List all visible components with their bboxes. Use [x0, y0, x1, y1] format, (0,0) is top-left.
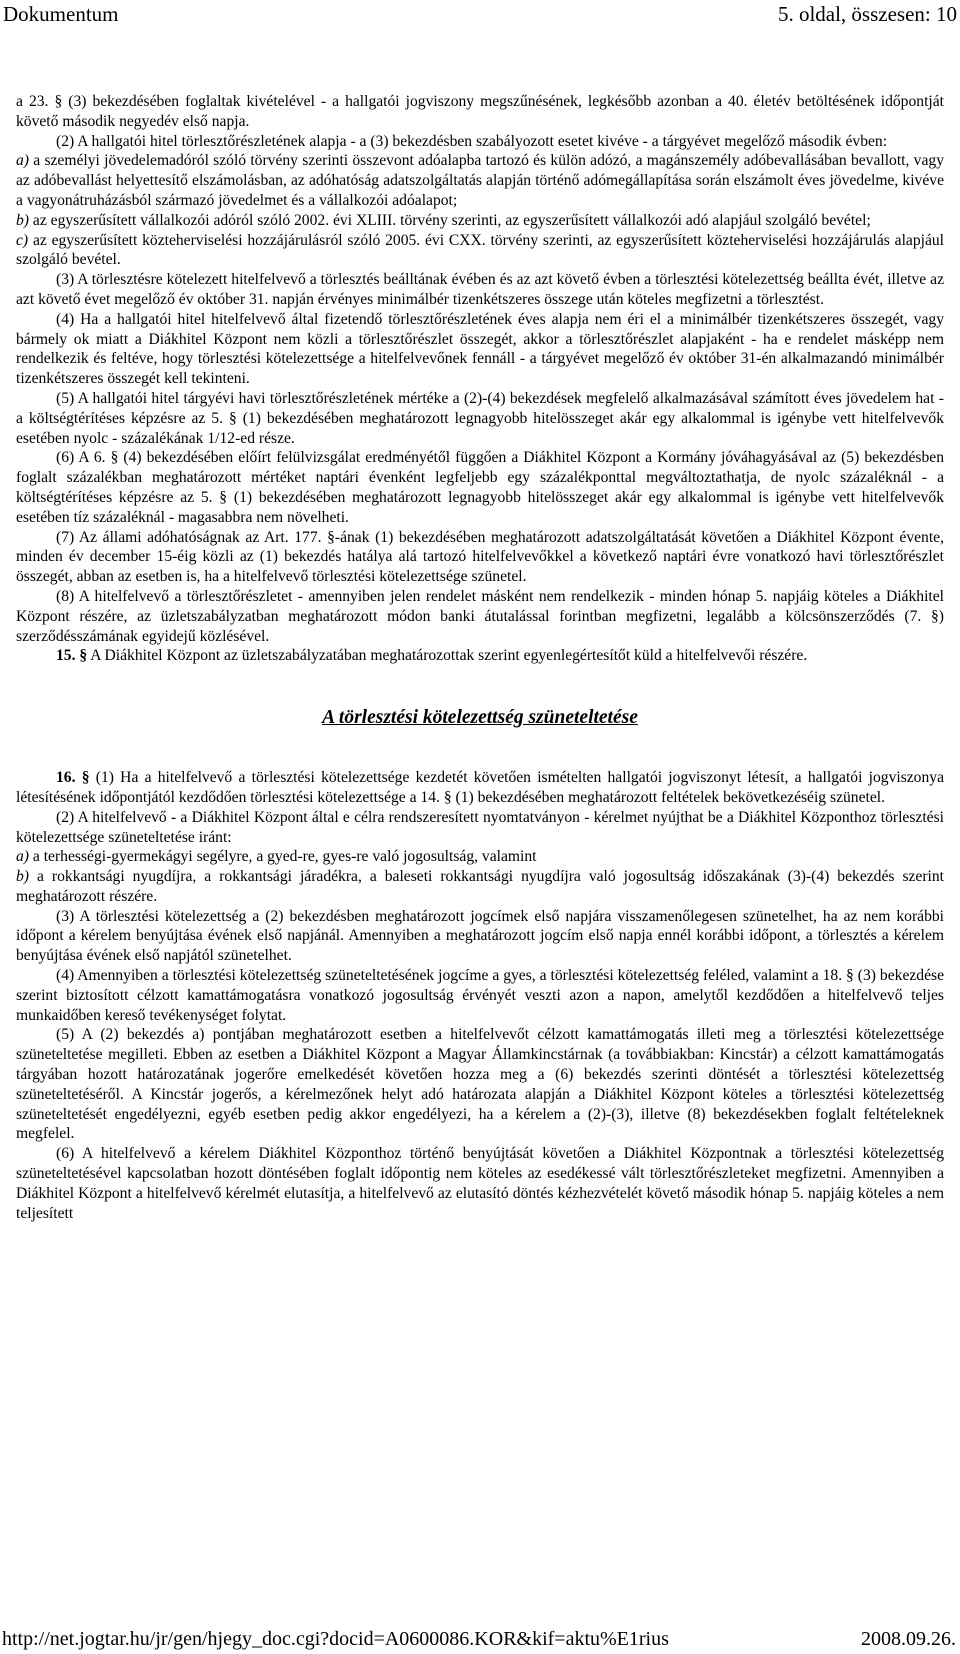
- document-title: Dokumentum: [3, 2, 119, 26]
- paragraph-8: (8) A hitelfelvevő a törlesztőrészletet - amennyiben jelen rendelet másként nem rendelkezik - minden hónap 5. napjáig köteles a Diákhitel Központ részére, az üzletszabályzatban meghatározott módon banki átutalással forintban megfizetni, legalább a kölcsönszerződés (7. §) szerződésszámának egyidejű közlésével.: [16, 587, 944, 645]
- list-item-c: [16, 231, 944, 271]
- print-date: 2008.09.26.: [861, 1628, 956, 1650]
- list-item-text: a terhességi-gyermekágyi segélyre, a gyed-re, gyes-re való jogosultság, valamint: [32, 848, 537, 866]
- paragraph-continuation: a 23. § (3) bekezdésében foglaltak kivételével - a hallgatói jogviszony megszűnésének, legkésőbb azonban a 40. életév betöltésének időpontját követő második negyedév első napja.: [16, 93, 944, 130]
- paragraph-2: (2) A hallgatói hitel törlesztőrészletének alapja - a (3) bekezdésben szabályozott esetet kivéve - a tárgyévet megelőző második évben:: [56, 132, 888, 150]
- paragraph-16-4: (4) Amennyiben a törlesztési kötelezettség szüneteltetésének jogcíme a gyes, a törlesztési kötelezettség feléled, valamint a 18. § (3) bekezdése szerint biztosított célzott kamattámogatásra vonatkozó jogosultság érvényét veszti azon a napon, amelytől kezdődően a hitelfelvevő teljes munkaidőben kereső tevékenységet folytat.: [16, 967, 944, 1024]
- section-text: A Diákhitel Központ az üzletszabályzatában meghatározottak szerint egyenlegértesítőt küld a hitelfelvevői részére.: [90, 647, 808, 665]
- paragraph-5: (5) A hallgatói hitel tárgyévi havi törlesztőrészletének mértéke a (2)-(4) bekezdések megfelelő alkalmazásával számított éves jövedelem hat - a költségtérítéses képzésre az 5. § (1) bekezdésében meghatározott legnagyobb hitelösszeget akár egy alkalommal is igénybe vett hitelfelvevők esetében nyolc - százalékának 1/12-ed része.: [16, 389, 944, 447]
- list-item-b: [16, 211, 944, 231]
- list-item-text: az egyszerűsített vállalkozói adóról szóló 2002. évi XLIII. törvény szerinti, az egyszerűsített vállalkozói adó alapjául szolgáló bevétel;: [32, 211, 871, 229]
- document-body: [16, 92, 944, 1223]
- list-marker: b): [16, 868, 29, 886]
- paragraph-6: (6) A 6. § (4) bekezdésében előírt felülvizsgálat eredményétől függően a Diákhitel Központ a Kormány jóváhagyásával az (5) bekezdésben foglalt százalékban meghatározott mértéket naptári évenként legfeljebb egy százalékponttal megváltoztathatja, de nyolc százaléknál - a költségtérítéses képzésre az 5. § (1) bekezdésében meghatározott legnagyobb hitelösszeget akár egy alkalommal is igénybe vett hitelfelvevők esetében tíz százaléknál - magasabbra nem növelheti.: [16, 449, 944, 526]
- list-item-a: [16, 847, 944, 867]
- list-item-text: a rokkantsági nyugdíjra, a rokkantsági járadékra, a baleseti rokkantsági nyugdíjra való jogosultság időszakának (3)-(4) bekezdés szerint meghatározott részére.: [16, 868, 945, 905]
- section-15: [16, 646, 944, 666]
- list-item-text: a személyi jövedelemadóról szóló törvény szerinti összevont adóalapba tartozó és külön adózó, a magánszemély adóbevallásában bevallott, vagy az adóbevallást helyettesítő elszámolásban, az adóhatóság adatszolgáltatás alapján történő adómegállapítása során elszámolt éves jövedelme, kivéve a vagyonátruházásból származó jövedelmet és a vállalkozói adóalapot;: [16, 152, 944, 209]
- list-item-text: az egyszerűsített közteherviselési hozzájárulásról szóló 2005. évi CXX. törvény szerinti, az egyszerűsített közteherviselési hozzájárulás alapjául szolgáló bevétel.: [16, 231, 945, 269]
- page-header: [0, 0, 960, 34]
- paragraph-16-5: (5) A (2) bekezdés a) pontjában meghatározott esetben a hitelfelvevőt célzott kamattámogatás illeti meg a törlesztési kötelezettsége szüneteltetése megilleti. Ebben az esetben a Diákhitel Központ a Magyar Államkincstárnak (a továbbiakban: Kincstár) a célzott kamattámogatás tárgyában hozott határozatának jogerőre emelkedését követően hozza meg a (6) bekezdés szerinti döntését a törlesztési kötelezettség szüneteltetéséről. A Kincstár jogerős, a kérelmezőnek helyt adó határozata alapján a Diákhitel Központ köteles a törlesztési kötelezettség szüneteltetését engedélyezni, egyéb esetben pedig akkor engedélyezi, ha a kérelem a (2)-(3), illetve (8) bekezdésekben foglalt feltételeknek megfelel.: [16, 1026, 944, 1143]
- page-footer: [0, 1624, 960, 1654]
- section-text: (1) Ha a hitelfelvevő a törlesztési kötelezettsége kezdetét követően ismételten hallgatói jogviszonyt létesít, a hallgatói jogviszonya létesítésének időpontjától kezdődően törlesztési kötelezettsége a 14. § (1) bekezdésében meghatározott feltételek bekövetkezéséig szünetel.: [16, 769, 944, 806]
- section-number: 15. §: [56, 647, 88, 665]
- paragraph-4: (4) Ha a hallgatói hitel hitelfelvevő által fizetendő törlesztőrészletének éves alapja nem éri el a minimálbér tizenkétszeres összegét, vagy bármely ok miatt a Diákhitel Központ nem közli a törlesztőrészlet összegét, akkor a törlesztőrészlet alapjaként - ha e rendelet másképp nem rendelkezik és feltéve, hogy törlesztési kötelezettsége a hitelfelvevőnek fennáll - a tárgyévet megelőző év október 31-én alkalmazandó minimálbér tizenkétszeres összegét kell tekinteni.: [16, 310, 944, 388]
- paragraph-7: (7) Az állami adóhatóságnak az Art. 177. §-ának (1) bekezdésében meghatározott adatszolgáltatását követően a Diákhitel Központ évente, minden év december 15-éig közli az (1) bekezdés hatálya alá tartozó hitelfelvevőkkel a következő naptári évre vonatkozó havi törlesztőrészlet összegét, abban az esetben is, ha a hitelfelvevő törlesztési kötelezettsége szünetel.: [16, 528, 944, 586]
- page-counter: 5. oldal, összesen: 10: [777, 2, 957, 26]
- list-item-b: [16, 867, 944, 907]
- section-number: 16. §: [56, 769, 90, 787]
- list-marker: a): [16, 152, 29, 170]
- section-heading: A törlesztési kötelezettség szüneteltetése: [322, 707, 638, 729]
- list-marker: b): [16, 211, 29, 229]
- source-url-link[interactable]: http://net.jogtar.hu/jr/gen/hjegy_doc.cgi?docid=A0600086.KOR&kif=aktu%E1rius: [2, 1628, 669, 1650]
- paragraph-3: (3) A törlesztésre kötelezett hitelfelvevő a törlesztés beálltának évében és az azt követő évben a törlesztési kötelezettség beállta évét, illetve az azt követő évet megelőző év október 31. napján érvényes minimálbér tizenkétszeres összege után köteles megfizetni a törlesztést.: [16, 271, 944, 308]
- paragraph-16-3: (3) A törlesztési kötelezettség a (2) bekezdésben meghatározott jogcímek első napjára visszamenőlegesen szünetelhet, ha az nem korábbi időpont a kérelem benyújtása évének első napjánál. Amennyiben a meghatározott jogcím első napja ennél korábbi időpont, a törlesztés a kérelem benyújtása évének első napjától szünetelhet.: [16, 907, 944, 965]
- list-item-a: [16, 151, 944, 210]
- paragraph-16-6: (6) A hitelfelvevő a kérelem Diákhitel Központhoz történő benyújtását követően a Diákhitel Központnak a törlesztési kötelezettség szüneteltetésével kapcsolatban hozott döntésében foglalt időpontig nem köteles az esedékessé vált törlesztőrészleteket megfizetni. Amennyiben a Diákhitel Központ a hitelfelvevő kérelmét elutasítja, a hitelfelvevő az elutasító döntés kézhezvételét követő második hónap 5. napjáig köteles a nem teljesített: [16, 1145, 944, 1222]
- paragraph-16-2: (2) A hitelfelvevő - a Diákhitel Központ által e célra rendszeresített nyomtatványon - kérelmet nyújthat be a Diákhitel Központhoz törlesztési kötelezettsége szüneteltetése iránt:: [16, 808, 944, 846]
- list-marker: a): [16, 848, 29, 866]
- section-16: [16, 768, 944, 808]
- list-marker: c): [16, 231, 29, 249]
